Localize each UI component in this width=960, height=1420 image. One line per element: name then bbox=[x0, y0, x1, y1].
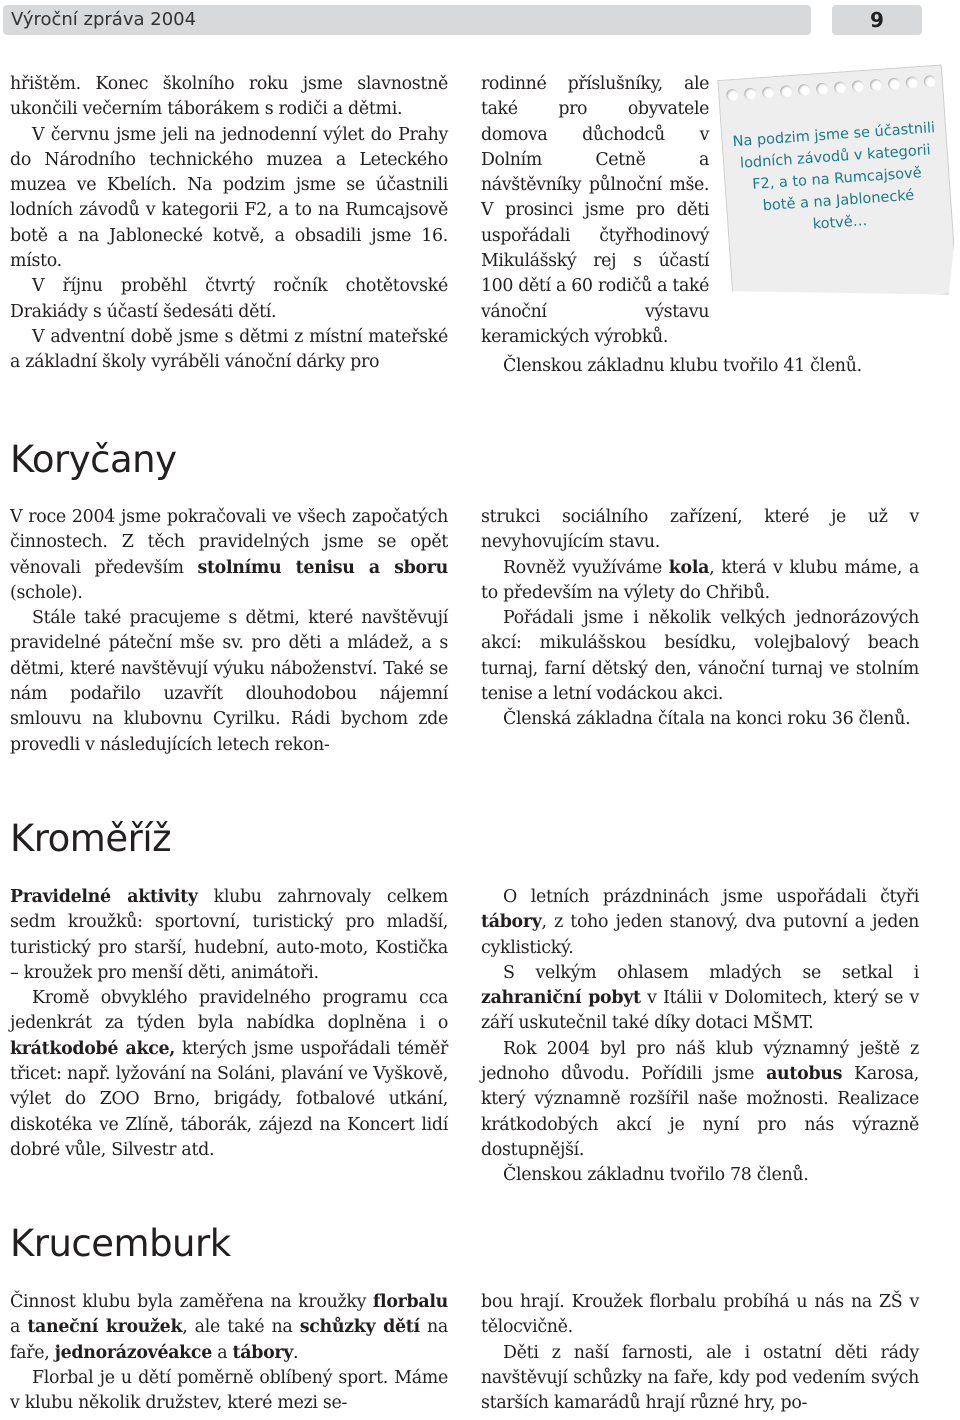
paragraph: Členská základna čítala na konci roku 36 členů. bbox=[503, 709, 911, 730]
hole-icon bbox=[923, 75, 936, 88]
paragraph: Rok 2004 byl pro náš klub významný ještě z jednoho důvodu. Pořídili jsme autobus Karosa, který významně rozšířil naše možnosti. Realizace krátkodobých akcí je nyní pro nás výrazně dostupnější. bbox=[481, 1038, 919, 1160]
korycany-right-column bbox=[481, 505, 919, 733]
paragraph: bou hrají. Kroužek florbalu probíhá u nás na ZŠ v tělocvičně. bbox=[481, 1292, 919, 1338]
intro-right-column bbox=[481, 72, 709, 350]
intro-left-column bbox=[10, 72, 448, 376]
paragraph: Činnost klubu byla zaměřena na kroužky florbalu a taneční kroužek, ale také na schůzky dětí na faře, jednorázovéakce a tábory. bbox=[10, 1292, 448, 1363]
header-bar bbox=[3, 5, 811, 35]
page-number: 9 bbox=[832, 5, 922, 35]
paragraph: V adventní době jsme s dětmi z místní mateřské a základní školy vyráběli vánoční dárky pro bbox=[10, 326, 448, 373]
section-title-korycany: Koryčany bbox=[10, 438, 177, 481]
hole-icon bbox=[780, 85, 793, 98]
paragraph: Pravidelné aktivity klubu zahrnovaly celkem sedm kroužků: sportovní, turistický pro mladší, turistický pro starší, hudební, auto-moto, Kostička – kroužek pro menší děti, animátoři. bbox=[10, 887, 448, 983]
paragraph: Členskou základnu tvořilo 78 členů. bbox=[503, 1165, 809, 1186]
paragraph: Rovněž využíváme kola, která v klubu máme, a to především na výlety do Chřibů. bbox=[481, 557, 919, 603]
krucemburk-right-column bbox=[481, 1290, 919, 1416]
membership-line: Členskou základnu klubu tvořilo 41 členů. bbox=[503, 356, 862, 376]
hole-icon bbox=[834, 81, 847, 94]
korycany-left-column bbox=[10, 505, 448, 758]
paragraph: hřištěm. Konec školního roku jsme slavnostně ukončili večerním táborákem s rodiči a dětmi. bbox=[10, 74, 448, 120]
krucemburk-left-column bbox=[10, 1290, 448, 1416]
paragraph: Kromě obvyklého pravidelného programu cca jedenkrát za týden byla nabídka doplněna i o krátkodobé akce, kterých jsme uspořádali téměř třicet: např. lyžování na Soláni, plavání ve Vyškově, výlet do ZOO Brno, brigády, fotbalové utkání, diskotéka ve Zlíně, táborák, zájezd na Koncert lidí dobré vůle, Silvestr atd. bbox=[10, 988, 448, 1160]
hole-icon bbox=[870, 79, 883, 92]
hole-icon bbox=[852, 80, 865, 93]
note-text: Na podzim jsme se účastnili lodních závodů v kategorii F2, a to na Rumcajsově botě a na Jablonecké kotvě… bbox=[732, 120, 936, 233]
paragraph: V červnu jsme jeli na jednodenní výlet do Prahy do Národního technického muzea a Leteckého muzea ve Kbelích. Na podzim jsme se účastnili lodních závodů v kategorii F2, a to na Rumcajsově botě a na Jablonecké kotvě, a obsadili jsme 16. místo. bbox=[10, 124, 448, 272]
paragraph: Pořádali jsme i několik velkých jednorázových akcí: mikulášskou besídku, volejbalový beach turnaj, farní dětský den, vánoční turnaj ve stolním tenise a letní vodáckou akci. bbox=[481, 608, 919, 705]
paragraph: Florbal je u dětí poměrně oblíbený sport. Máme v klubu několik družstev, které mezi se- bbox=[10, 1367, 448, 1414]
hole-icon bbox=[726, 89, 739, 102]
hole-icon bbox=[744, 87, 757, 100]
section-title-krucemburk: Krucemburk bbox=[10, 1222, 231, 1265]
paragraph: V roce 2004 jsme pokračovali ve všech započatých činnostech. Z těch pravidelných jsme se opět věnovali především stolnímu tenisu a sboru (schole). bbox=[10, 507, 448, 603]
report-title: Výroční zpráva 2004 bbox=[11, 9, 197, 30]
hole-icon bbox=[816, 82, 829, 95]
paragraph: rodinné příslušníky, ale také pro obyvatele domova důchodců v Dolním Cetně a návštěvníky půlnoční mše. V prosinci jsme pro děti uspořádali čtyřhodinový Mikulášský rej s účastí 100 dětí a 60 rodičů a také vánoční výstavu keramických výrobků. bbox=[481, 74, 709, 347]
paragraph: Děti z naší farnosti, ale i ostatní děti rády navštěvují schůzky na faře, kdy pod vedením svých starších kamarádů hrají různé hry, po- bbox=[481, 1342, 919, 1414]
kromeriz-right-column bbox=[481, 885, 919, 1189]
section-title-kromeriz: Kroměříž bbox=[10, 817, 172, 860]
paragraph: strukci sociálního zařízení, které je už v nevyhovujícím stavu. bbox=[481, 507, 919, 553]
hole-icon bbox=[905, 76, 918, 89]
paragraph: O letních prázdninách jsme uspořádali čtyři tábory, z toho jeden stanový, dva putovní a jeden cyklistický. bbox=[481, 887, 919, 958]
paragraph: Stále také pracujeme s dětmi, které navštěvují pravidelné páteční mše sv. pro děti a mládež, a s dětmi, které navštěvují výuku náboženství. Také se nám podařilo uzavřít dlouhodobou nájemní smlouvu na klubovnu Cyrilku. Rádi bychom zde provedli v následujících letech rekon- bbox=[10, 608, 448, 755]
hole-icon bbox=[798, 84, 811, 97]
paragraph: S velkým ohlasem mladých se setkal i zahraniční pobyt v Itálii v Dolomitech, který se v září uskutečnil také díky dotaci MŠMT. bbox=[481, 962, 919, 1034]
hole-icon bbox=[888, 77, 901, 90]
kromeriz-left-column bbox=[10, 885, 448, 1163]
hole-icon bbox=[762, 86, 775, 99]
highlight-note bbox=[717, 64, 957, 309]
paragraph: V říjnu proběhl čtvrtý ročník chotětovské Drakiády s účastí šedesáti dětí. bbox=[10, 276, 448, 322]
